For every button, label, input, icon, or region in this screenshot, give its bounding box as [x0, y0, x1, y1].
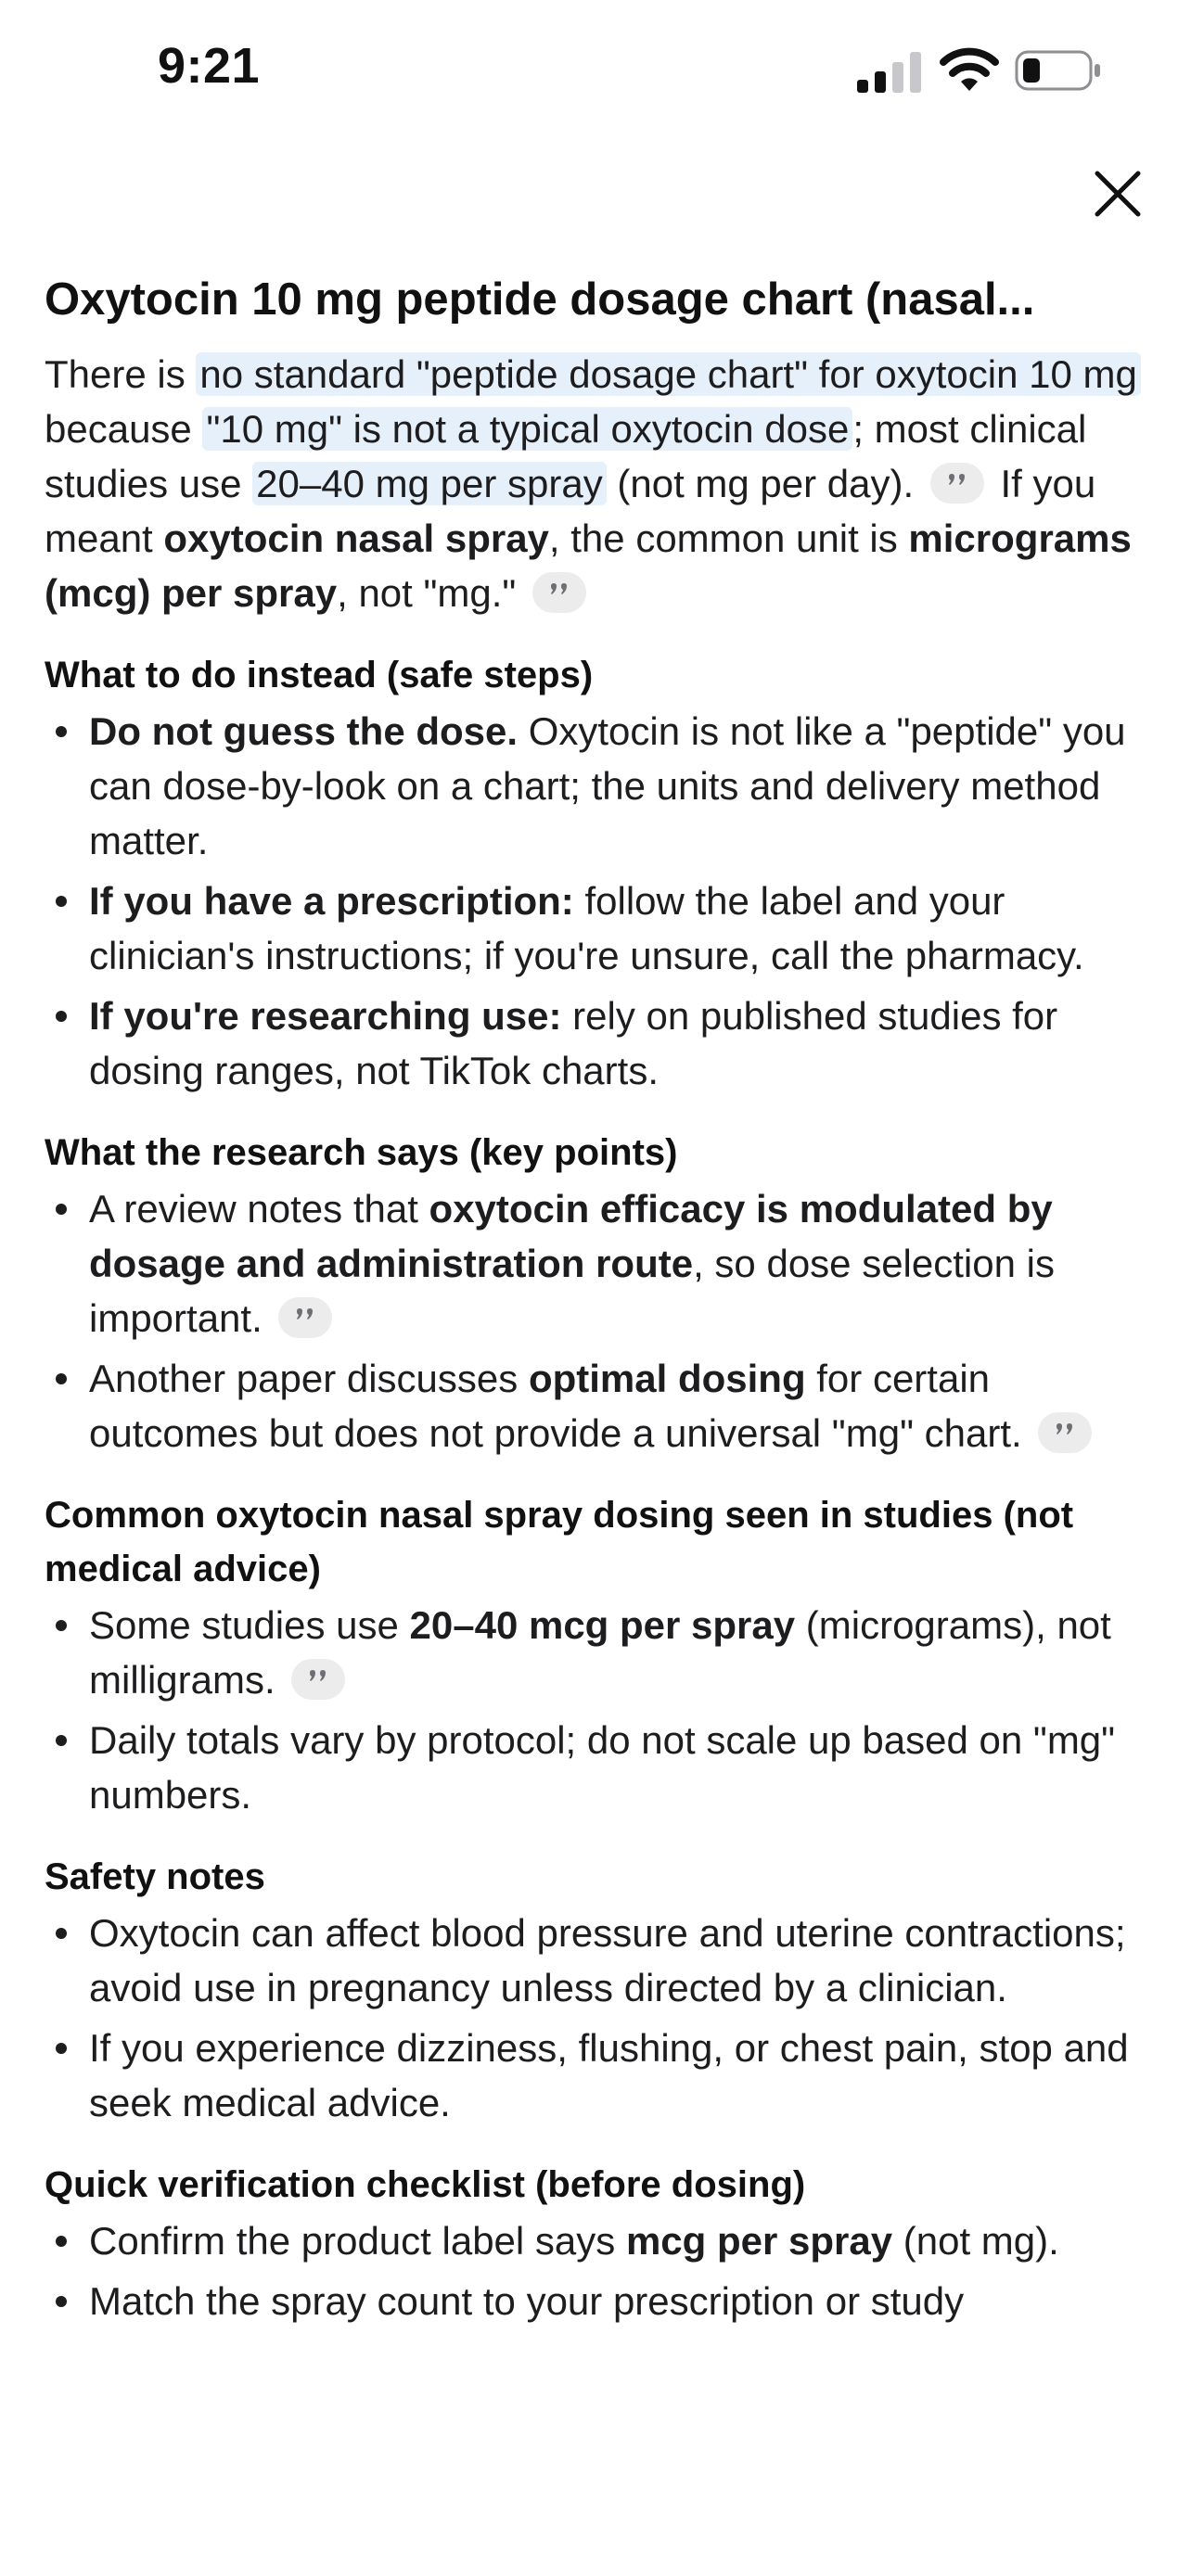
- item-text: (not mg).: [892, 2219, 1059, 2263]
- bold-text: If you're researching use:: [89, 994, 562, 1038]
- bold-text: optimal dosing: [528, 1357, 806, 1400]
- highlight-span[interactable]: 20–40 mg per spray: [252, 462, 607, 505]
- bullet-list: [45, 1181, 1158, 1460]
- status-time: 9:21: [158, 38, 261, 94]
- item-text: for certain outcomes but does not provide a universal "mg" chart.: [89, 1357, 1022, 1455]
- citation-button[interactable]: [291, 1659, 345, 1700]
- item-text: Some studies use: [89, 1603, 410, 1647]
- item-text: A review notes that: [89, 1187, 429, 1231]
- intro-text: (not mg per day).: [606, 462, 915, 505]
- section-heading: Safety notes: [45, 1856, 265, 1897]
- page-title: Oxytocin 10 mg peptide dosage chart (nasal...: [45, 274, 1035, 325]
- intro-text: If you meant: [45, 462, 1096, 560]
- item-text: (micrograms), not milligrams.: [89, 1603, 1111, 1702]
- highlight-span[interactable]: "10 mg" is not a typical oxytocin dose: [202, 407, 852, 451]
- highlight-span[interactable]: no standard "peptide dosage chart" for oxytocin 10 mg: [196, 352, 1140, 396]
- list-item: [45, 1351, 1158, 1460]
- list-item: [45, 2213, 1158, 2268]
- item-text: , so dose selection is important.: [89, 1242, 1055, 1340]
- item-text: rely on published studies for dosing ranges, not TikTok charts.: [89, 994, 1058, 1092]
- section-heading: Common oxytocin nasal spray dosing seen in studies (not medical advice): [45, 1495, 1074, 1589]
- bold-text: 20–40 mcg per spray: [409, 1603, 796, 1647]
- citation-button[interactable]: [278, 1297, 332, 1338]
- bold-text: micrograms (mcg) per spray: [45, 516, 1132, 615]
- item-text: Confirm the product label says: [89, 2219, 626, 2263]
- wifi-icon: [939, 46, 1000, 93]
- list-item: [45, 1181, 1158, 1345]
- citation-button[interactable]: [532, 572, 586, 613]
- list-item: [45, 704, 1158, 868]
- intro-text: because: [45, 407, 203, 451]
- list-item: [45, 988, 1158, 1098]
- intro-text: ; most clinical studies use: [45, 407, 1087, 505]
- quote-icon: [548, 582, 570, 603]
- list-item: If you experience dizziness, flushing, or chest pain, stop and seek medical advice.: [45, 2021, 1158, 2130]
- battery-icon: [1015, 50, 1102, 91]
- bold-text: If you have a prescription:: [89, 879, 574, 923]
- intro-paragraph: [45, 347, 1158, 620]
- answer-content: [45, 267, 1158, 2334]
- item-text: follow the label and your clinician's instructions; if you're unsure, call the pharmacy.: [89, 879, 1084, 977]
- bullet-list: [45, 1598, 1158, 1822]
- bullet-list: [45, 1906, 1158, 2130]
- list-item: Daily totals vary by protocol; do not scale up based on "mg" numbers.: [45, 1713, 1158, 1822]
- quote-icon: [1054, 1422, 1076, 1443]
- close-button[interactable]: [1085, 161, 1150, 226]
- intro-text: There is: [45, 352, 197, 396]
- bold-text: mcg per spray: [625, 2219, 893, 2263]
- item-text: Another paper discusses: [89, 1357, 529, 1400]
- bold-text: Do not guess the dose.: [89, 709, 519, 753]
- quote-icon: [946, 473, 968, 493]
- cellular-signal-icon: [857, 52, 924, 93]
- bullet-list: [45, 2213, 1158, 2328]
- section-heading: What the research says (key points): [45, 1132, 678, 1173]
- quote-icon: [307, 1669, 329, 1690]
- intro-text: , not "mg.": [337, 571, 517, 615]
- list-item: [45, 874, 1158, 983]
- citation-button[interactable]: [1038, 1412, 1092, 1453]
- section-heading: What to do instead (safe steps): [45, 655, 594, 695]
- section-heading: Quick verification checklist (before dosing): [45, 2164, 806, 2205]
- bold-text: oxytocin efficacy is modulated by dosage and administration route: [89, 1187, 1053, 1285]
- list-item: Match the spray count to your prescription or study: [45, 2274, 1158, 2328]
- list-item: Oxytocin can affect blood pressure and uterine contractions; avoid use in pregnancy unless directed by a clinician.: [45, 1906, 1158, 2015]
- close-icon: [1094, 170, 1142, 218]
- citation-button[interactable]: [930, 463, 984, 504]
- status-bar: [0, 0, 1191, 139]
- intro-text: , the common unit is: [548, 516, 909, 560]
- bullet-list: [45, 704, 1158, 1098]
- quote-icon: [294, 1307, 316, 1328]
- list-item: [45, 1598, 1158, 1707]
- bold-text: oxytocin nasal spray: [163, 516, 549, 560]
- item-text: Oxytocin is not like a "peptide" you can dose-by-look on a chart; the units and delivery method matter.: [89, 709, 1126, 862]
